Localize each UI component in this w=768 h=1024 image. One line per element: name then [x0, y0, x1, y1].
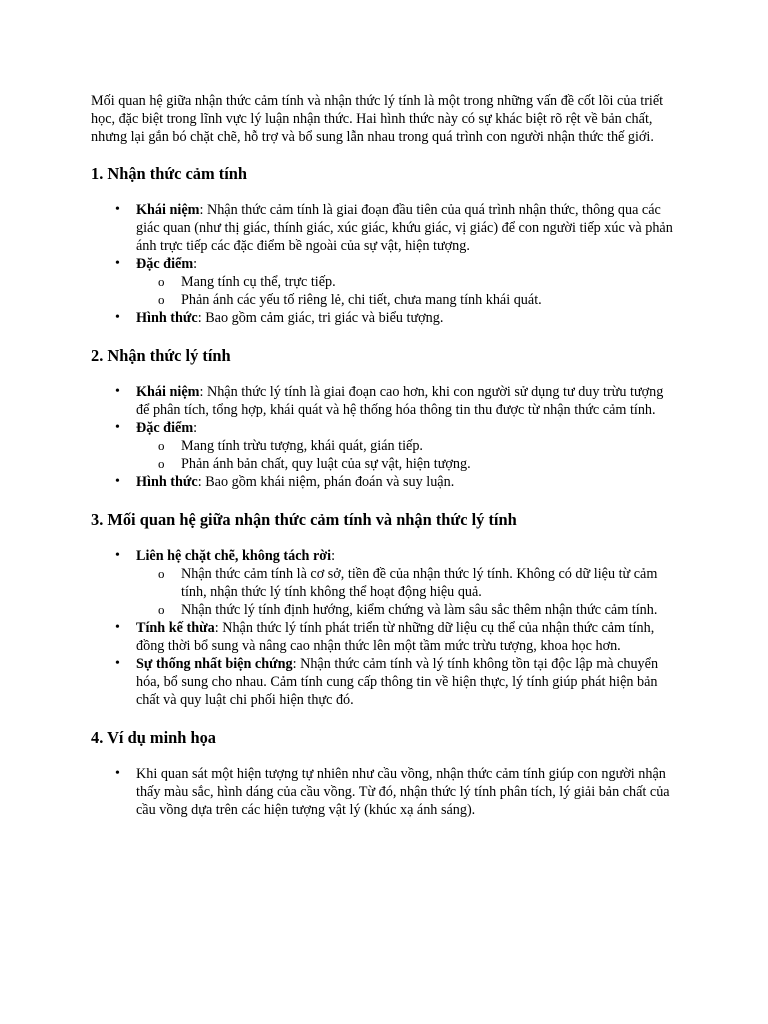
term-label: Khái niệm: [136, 202, 200, 218]
list-item: [136, 309, 679, 327]
list-item: [136, 419, 679, 473]
term-label: Sự thống nhất biện chứng: [136, 656, 293, 672]
term-text: : Bao gồm cảm giác, tri giác và biểu tượng.: [197, 310, 444, 326]
list-item: [136, 255, 679, 309]
list-item: [136, 547, 679, 619]
document-body: [91, 92, 679, 819]
sub-list-item: o Phản ánh các yếu tố riêng lẻ, chi tiết, chưa mang tính khái quát.: [181, 291, 679, 309]
term-text: :: [331, 548, 336, 564]
term-label: Đặc điểm: [136, 256, 194, 272]
sub-list-item: o Nhận thức lý tính định hướng, kiểm chứng và làm sâu sắc thêm nhận thức cảm tính.: [181, 601, 679, 619]
sub-list: [136, 273, 679, 309]
sub-list-item: o Mang tính trừu tượng, khái quát, gián tiếp.: [181, 437, 679, 455]
section-1-heading: 1. Nhận thức cảm tính: [91, 164, 247, 183]
sub-list: [136, 437, 679, 473]
list-item: [136, 655, 679, 709]
sub-list-item: o Nhận thức cảm tính là cơ sở, tiền đề của nhận thức lý tính. Không có dữ liệu từ cảm tính, nhận thức lý tính không thể hoạt động hiệu quả.: [181, 565, 679, 601]
term-text: : Nhận thức cảm tính và lý tính không tồn tại độc lập mà chuyển hóa, bổ sung cho nhau. Cảm tính cung cấp thông tin về hiện thực, lý tính giúp phát hiện bản chất và quy luật chi phối hiện thực đó.: [136, 656, 659, 708]
section-2-list: [91, 383, 679, 491]
section-3-list: [91, 547, 679, 709]
term-label: Tính kế thừa: [136, 620, 215, 636]
section-4-heading: 4. Ví dụ minh họa: [91, 728, 216, 747]
term-label: Hình thức: [136, 310, 198, 326]
term-text: : Nhận thức lý tính là giai đoạn cao hơn, khi con người sử dụng tư duy trừu tượng để phân tích, tổng hợp, khái quát và hệ thống hóa thông tin thu được từ nhận thức cảm tính.: [136, 384, 664, 418]
section-3-heading: 3. Mối quan hệ giữa nhận thức cảm tính và nhận thức lý tính: [91, 510, 517, 529]
term-label: Đặc điểm: [136, 420, 194, 436]
term-text: : Bao gồm khái niệm, phán đoán và suy luận.: [197, 474, 455, 490]
term-label: Khái niệm: [136, 384, 200, 400]
sub-list-item: o Mang tính cụ thể, trực tiếp.: [181, 273, 679, 291]
term-label: Liên hệ chặt chẽ, không tách rời: [136, 548, 332, 564]
term-text: : Nhận thức cảm tính là giai đoạn đầu tiên của quá trình nhận thức, thông qua các giác quan (như thị giác, thính giác, xúc giác, khứu giác, vị giác) để con người tiếp xúc và phản ánh trực tiếp các đặc điểm bề ngoài của sự vật, hiện tượng.: [136, 202, 673, 254]
term-text: :: [193, 420, 198, 436]
sub-list: [136, 565, 679, 619]
term-text: :: [193, 256, 198, 272]
list-item: • Khi quan sát một hiện tượng tự nhiên như cầu vồng, nhận thức cảm tính giúp con người nhận thấy màu sắc, hình dáng của cầu vồng. Từ đó, nhận thức lý tính phân tích, lý giải bản chất của cầu vồng dựa trên các hiện tượng vật lý (khúc xạ ánh sáng).: [136, 765, 679, 819]
term-label: Hình thức: [136, 474, 198, 490]
section-2-heading: 2. Nhận thức lý tính: [91, 346, 231, 365]
section-4-list: [91, 765, 679, 819]
list-item: [136, 383, 679, 419]
term-text: : Nhận thức lý tính phát triển từ những dữ liệu cụ thể của nhận thức cảm tính, đồng thời bổ sung và nâng cao nhận thức lên một tầm mức trừu tượng, khoa học hơn.: [136, 620, 655, 654]
list-item: [136, 201, 679, 255]
intro-paragraph: Mối quan hệ giữa nhận thức cảm tính và nhận thức lý tính là một trong những vấn đề cốt lõi của triết học, đặc biệt trong lĩnh vực lý luận nhận thức. Hai hình thức này có sự khác biệt rõ rệt về bản chất, nhưng lại gắn bó chặt chẽ, hỗ trợ và bổ sung lẫn nhau trong quá trình con người nhận thức thế giới.: [91, 93, 664, 145]
sub-list-item: o Phản ánh bản chất, quy luật của sự vật, hiện tượng.: [181, 455, 679, 473]
list-item: [136, 473, 679, 491]
list-item: [136, 619, 679, 655]
section-1-list: [91, 201, 679, 327]
